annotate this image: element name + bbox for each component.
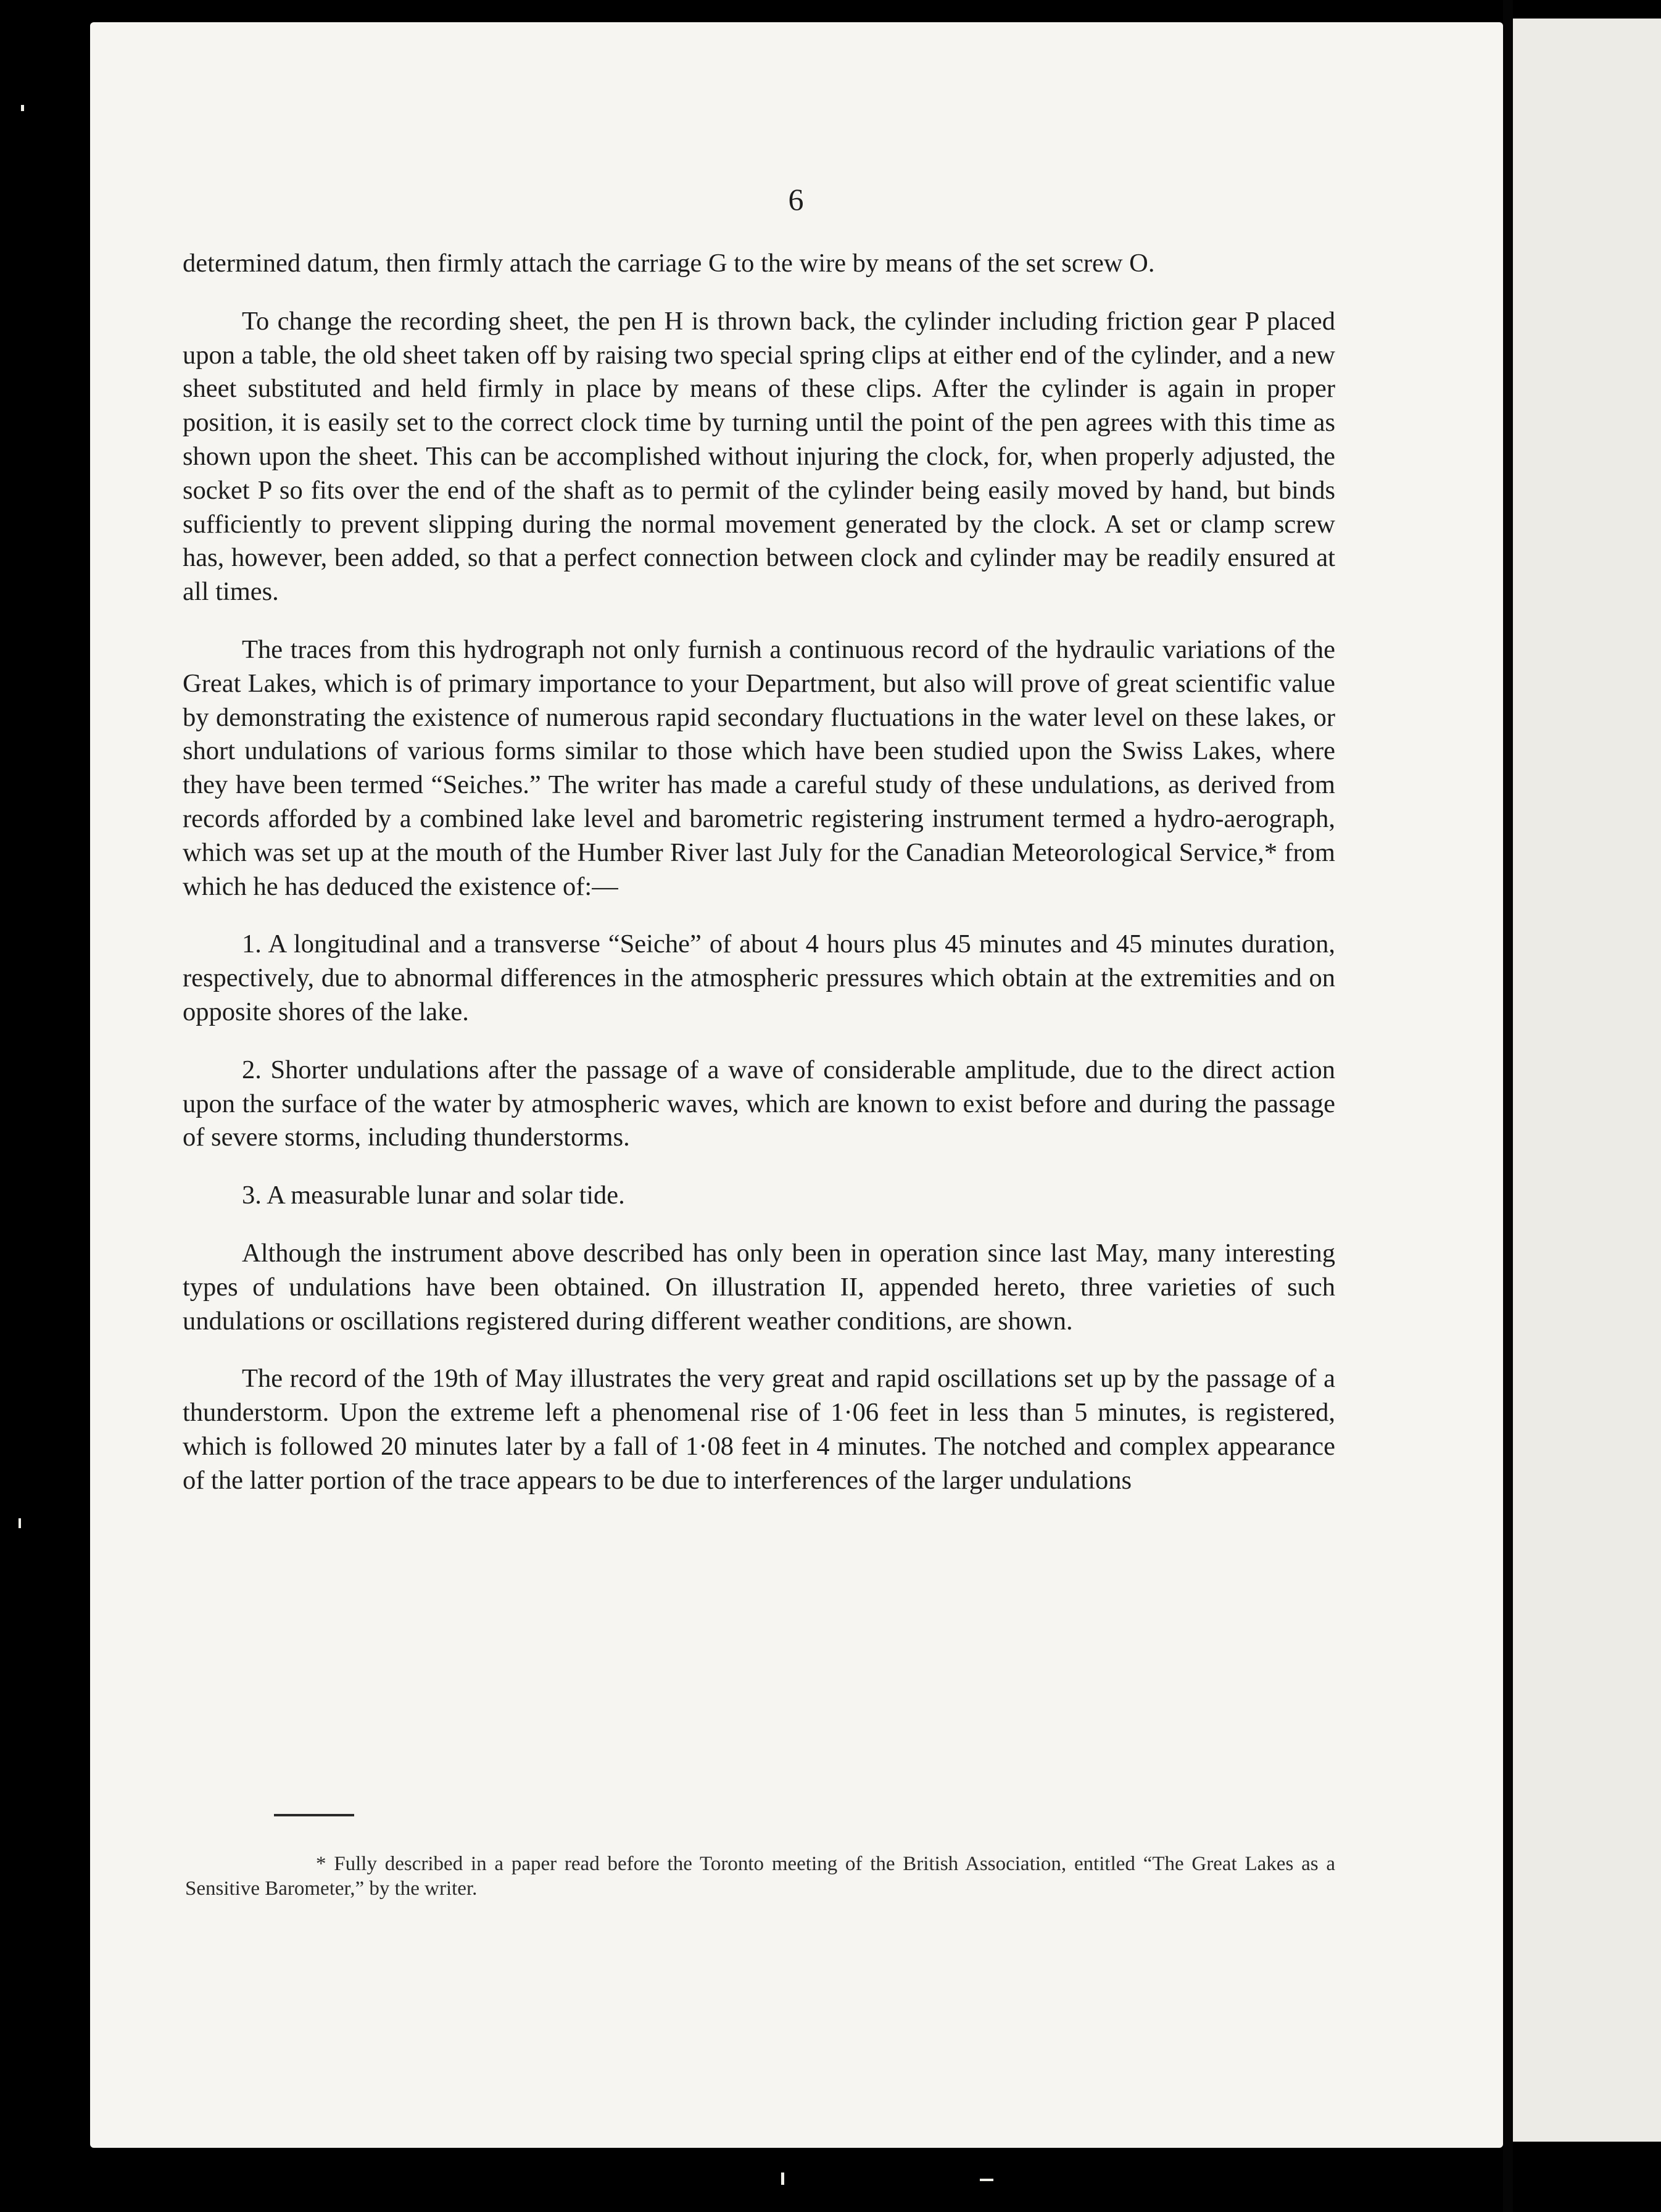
footnote: * Fully described in a paper read before the Toronto meeting of the British Association, entitled “The Great Lakes as a Sensitive Barometer,” by the writer. bbox=[185, 1853, 1335, 1900]
paragraph-recording-sheet: To change the recording sheet, the pen H is thrown back, the cylinder including friction gear P placed upon a table, the old sheet taken off by raising two special spring clips at either end of the cylinder, and a new sheet substituted and held firmly in place by means of these clips. After the cylinder is again in proper position, it is easily set to the correct clock time by turning until the point of the pen agrees with this time as shown upon the sheet. This can be accomplished without injuring the clock, for, when properly adjusted, the socket P so fits over the end of the shaft as to permit of the cylinder being easily moved by hand, but binds sufficiently to prevent slipping during the normal movement generated by the clock. A set or clamp screw has, however, been added, so that a perfect connection between clock and cylinder may be readily ensured at all times. bbox=[183, 306, 1335, 607]
scan-speck bbox=[19, 1518, 21, 1528]
paragraph-instrument-operation: Although the instrument above described has only been in operation since last May, many interesting types of undulations have been obtained. On illustration II, appended hereto, three varieties of such undulations or oscillations registered during different weather conditions, are shown. bbox=[183, 1238, 1335, 1336]
body-text bbox=[183, 247, 1335, 1498]
list-item-seiche: 1. A longitudinal and a transverse “Seiche” of about 4 hours plus 45 minutes and 45 minutes duration, respectively, due to abnormal differences in the atmospheric pressures which obtain at the extremities and on opposite shores of the lake. bbox=[183, 929, 1335, 1026]
list-item-shorter-undulations: 2. Shorter undulations after the passage of a wave of considerable amplitude, due to the direct action upon the surface of the water by atmospheric waves, which are known to exist before and during the passage of severe storms, including thunderstorms. bbox=[183, 1055, 1335, 1152]
scan-speck bbox=[781, 2172, 784, 2185]
book-gutter bbox=[1503, 0, 1513, 2212]
paragraph-may-record: The record of the 19th of May illustrates the very great and rapid oscillations set up by the passage of a thunderstorm. Upon the extreme left a phenomenal rise of 1·06 feet in less than 5 minutes, is registered, which is followed 20 minutes later by a fall of 1·08 feet in 4 minutes. The notched and complex appearance of the latter portion of the trace appears to be due to interferences of the larger undulations bbox=[183, 1364, 1335, 1495]
facing-page-edge bbox=[1513, 19, 1661, 2142]
scan-speck bbox=[21, 105, 24, 111]
paragraph-hydrograph-traces: The traces from this hydrograph not only furnish a continuous record of the hydraulic variations of the Great Lakes, which is of primary importance to your Department, but also will prove of great scientific value by demonstrating the existence of numerous rapid secondary fluctuations in the water level on these lakes, or short undulations of various forms similar to those which have been studied upon the Swiss Lakes, where they have been termed “Seiches.” The writer has made a careful study of these undulations, as derived from records afforded by a combined lake level and barometric registering instrument termed a hydro-aerograph, which was set up at the mouth of the Humber River last July for the Canadian Meteorological Service,* from which he has deduced the existence of:— bbox=[183, 634, 1335, 901]
scan-speck bbox=[980, 2179, 993, 2181]
list-item-lunar-solar-tide: 3. A measurable lunar and solar tide. bbox=[242, 1181, 625, 1210]
footnote-rule bbox=[274, 1814, 354, 1816]
page-number: 6 bbox=[788, 182, 805, 217]
paragraph-continuation: determined datum, then firmly attach the carriage G to the wire by means of the set screw O. bbox=[183, 249, 1155, 278]
